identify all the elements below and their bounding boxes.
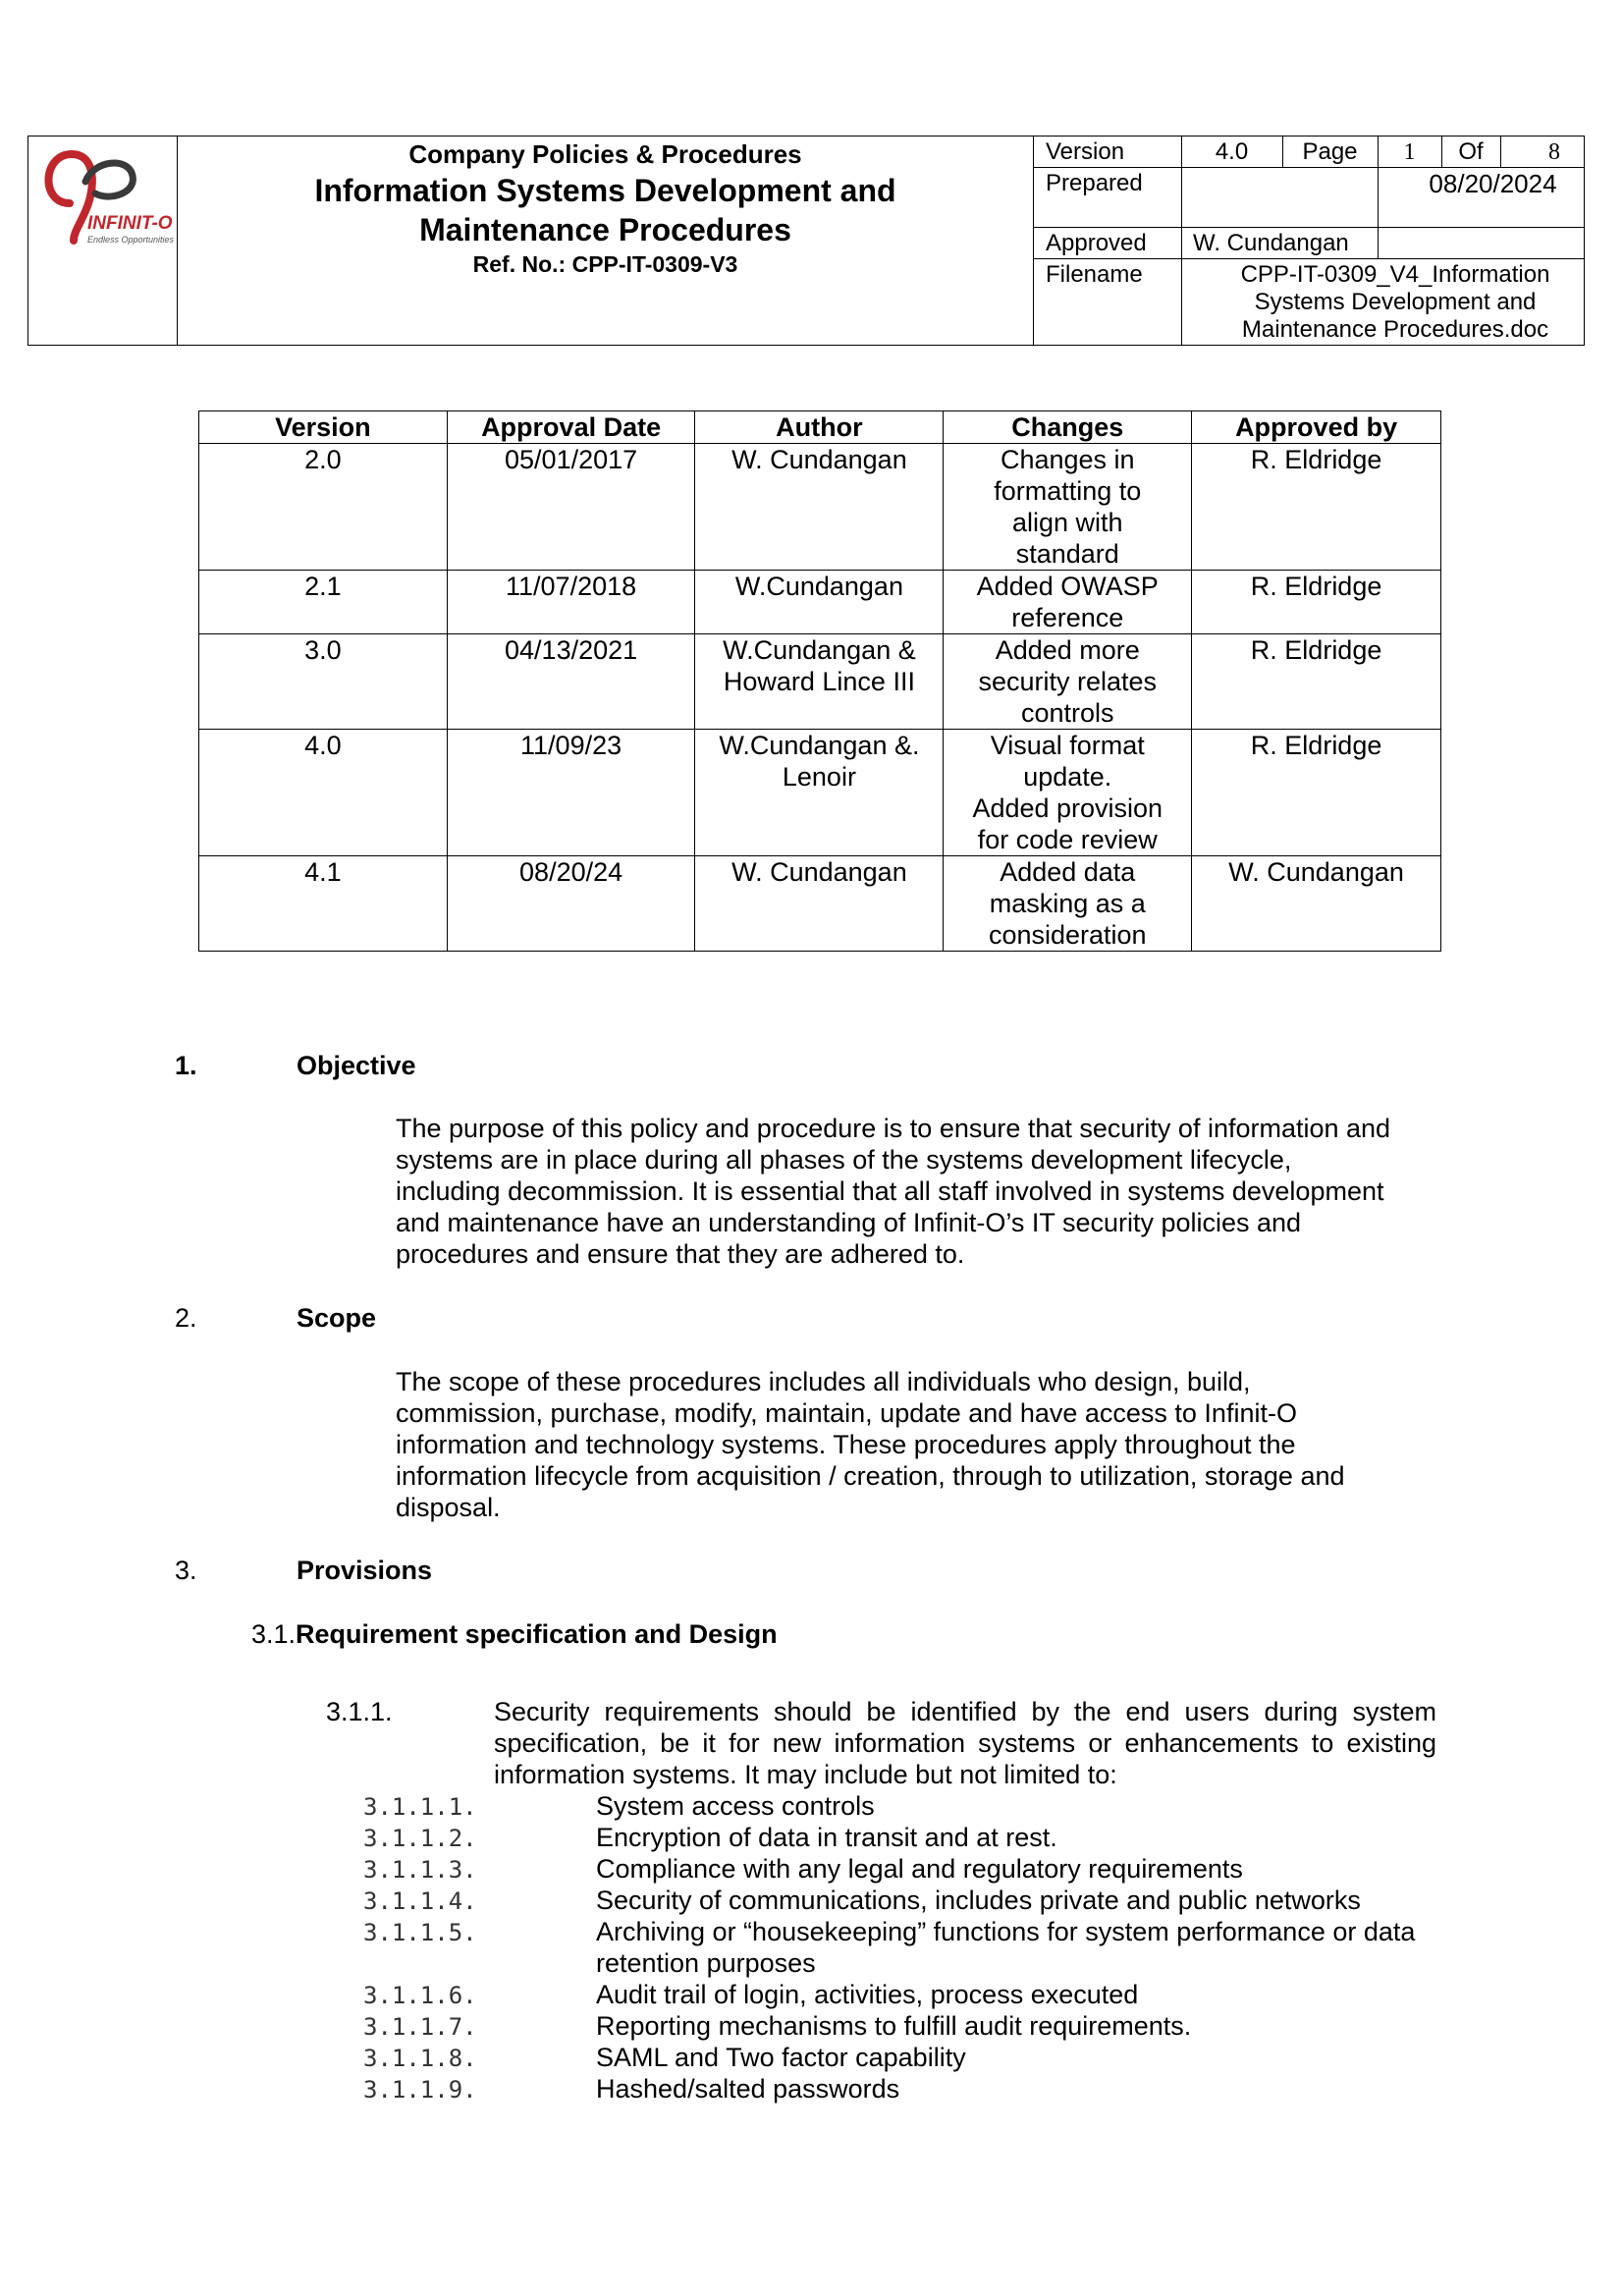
policy-category: Company Policies & Procedures	[408, 139, 802, 169]
cell-line: masking as a	[989, 889, 1146, 918]
list-item-text: Archiving or “housekeeping” functions for system performance or data retention purposes	[596, 1917, 1416, 1978]
prepared-date: 08/20/2024	[1429, 169, 1557, 198]
cell-line: consideration	[988, 920, 1147, 950]
list-item	[363, 1916, 1453, 1978]
list-item	[363, 2010, 1453, 2042]
cell-line: W. Cundangan	[731, 445, 907, 474]
cell-changes	[944, 444, 1192, 571]
table-row	[199, 856, 1441, 952]
cell-line: standard	[1015, 539, 1119, 569]
section-1-number: 1.	[175, 1051, 197, 1080]
list-item-number: 3.1.1.7.	[363, 2013, 477, 2041]
section-1-title: Objective	[297, 1051, 416, 1080]
page-value: 1	[1403, 139, 1416, 165]
cell-author	[695, 571, 944, 634]
list-item	[363, 1885, 1453, 1916]
cell-approved-by: W. Cundangan	[1192, 856, 1441, 952]
list-item	[363, 1853, 1453, 1885]
cell-approved-by: R. Eldridge	[1192, 571, 1441, 634]
list-item-text: Reporting mechanisms to fulfill audit requirements.	[596, 2011, 1192, 2041]
cell-author	[695, 856, 944, 952]
of-label: Of	[1458, 138, 1484, 165]
list-item-text: System access controls	[596, 1791, 875, 1821]
cell-line: for code review	[977, 825, 1158, 854]
filename-value: CPP-IT-0309_V4_Information Systems Development and Maintenance Procedures.doc	[1240, 261, 1550, 343]
list-item	[363, 1790, 1453, 1822]
document-title-line1: Information Systems Development and	[314, 173, 896, 208]
list-item-number: 3.1.1.2.	[363, 1825, 477, 1852]
cell-line: Lenoir	[782, 762, 856, 792]
list-item-text: Audit trail of login, activities, process executed	[596, 1980, 1139, 2009]
section-2-number: 2.	[175, 1303, 197, 1333]
logo-tagline: Endless Opportunities	[87, 235, 175, 245]
section-3-number: 3.	[175, 1556, 197, 1585]
cell-changes	[944, 730, 1192, 856]
cell-version: 4.1	[199, 856, 448, 952]
table-header-row	[199, 411, 1441, 444]
version-label: Version	[1046, 138, 1125, 165]
list-item-number: 3.1.1.3.	[363, 1856, 477, 1884]
approved-value: W. Cundangan	[1193, 230, 1349, 256]
list-item-number: 3.1.1.9.	[363, 2076, 477, 2104]
list-item-number: 3.1.1.6.	[363, 1982, 477, 2009]
cell-version: 2.1	[199, 571, 448, 634]
list-item-text: Encryption of data in transit and at rest.	[596, 1823, 1057, 1852]
col-version: Version	[199, 411, 448, 444]
table-row	[199, 634, 1441, 730]
revision-history-table	[198, 410, 1441, 952]
cell-line: W.Cundangan &.	[719, 731, 920, 760]
cell-line: Added data	[1000, 857, 1136, 887]
cell-changes	[944, 856, 1192, 952]
section-2-title: Scope	[297, 1303, 377, 1333]
cell-author	[695, 444, 944, 571]
cell-approved-by: R. Eldridge	[1192, 444, 1441, 571]
list-item-text: Compliance with any legal and regulatory requirements	[596, 1854, 1243, 1884]
list-item-number: 3.1.1.1.	[363, 1793, 477, 1821]
approved-label: Approved	[1046, 230, 1147, 256]
list-item	[363, 2042, 1453, 2073]
cell-line: Visual format	[990, 731, 1145, 760]
cell-line: controls	[1020, 698, 1114, 728]
document-header	[27, 136, 1585, 346]
list-item-text: Security of communications, includes private and public networks	[596, 1886, 1361, 1915]
cell-version: 2.0	[199, 444, 448, 571]
scope-paragraph: The scope of these procedures includes all individuals who design, build, commission, purchase, modify, maintain, update and have access to Infinit-O information and technology systems. These procedures apply throughout the information lifecycle from acquisition / creation, through to utilization, storage and disposal.	[396, 1367, 1345, 1522]
logo-cell	[28, 137, 178, 345]
cell-line: formatting to	[994, 476, 1142, 506]
version-value: 4.0	[1215, 138, 1249, 165]
table-row	[199, 730, 1441, 856]
cell-line: reference	[1011, 603, 1124, 632]
list-item-text: SAML and Two factor capability	[596, 2043, 966, 2072]
cell-line: Changes in	[1000, 445, 1135, 474]
filename-label: Filename	[1046, 261, 1143, 288]
list-item	[363, 2073, 1453, 2105]
document-meta-table	[1034, 137, 1584, 345]
cell-approved-by: R. Eldridge	[1192, 730, 1441, 856]
list-item-text: Hashed/salted passwords	[596, 2074, 900, 2104]
page-label: Page	[1302, 138, 1358, 165]
objective-paragraph: The purpose of this policy and procedure is to ensure that security of information and systems are in place during all phases of the systems development lifecycle, including decommission. It is essential that all staff involved in systems development and maintenance have an understanding of Infinit-O’s IT security policies and procedures and ensure that they are adhered to.	[396, 1114, 1391, 1269]
cell-version: 3.0	[199, 634, 448, 730]
section-3-1-heading: 3.1.Requirement specification and Design	[251, 1619, 778, 1649]
col-approval-date: Approval Date	[447, 411, 695, 444]
cell-changes	[944, 634, 1192, 730]
section-3-1-1-paragraph: Security requirements should be identified by the end users during system specification, be it for new information systems or enhancements to existing information systems. It may include but not limited to:	[494, 1697, 1436, 1789]
list-item	[363, 1979, 1453, 2010]
title-cell	[178, 137, 1034, 345]
cell-line: Howard Lince III	[723, 667, 915, 696]
cell-line: W. Cundangan	[731, 857, 907, 887]
cell-approved-by: R. Eldridge	[1192, 634, 1441, 730]
page-total: 8	[1548, 139, 1560, 165]
list-item	[363, 1822, 1453, 1853]
cell-approval-date: 11/09/23	[447, 730, 695, 856]
cell-line: update.	[1023, 762, 1112, 792]
col-changes: Changes	[944, 411, 1192, 444]
cell-approval-date: 04/13/2021	[447, 634, 695, 730]
table-row	[199, 571, 1441, 634]
table-row	[199, 444, 1441, 571]
logo-brand: INFINIT-O	[87, 213, 173, 234]
cell-line: W.Cundangan &	[723, 635, 916, 665]
list-item-number: 3.1.1.4.	[363, 1887, 477, 1915]
cell-author	[695, 730, 944, 856]
col-approved-by: Approved by	[1192, 411, 1441, 444]
cell-line: security relates	[978, 667, 1158, 696]
list-item-number: 3.1.1.5.	[363, 1919, 477, 1946]
document-title-line2: Maintenance Procedures	[419, 212, 791, 247]
cell-changes	[944, 571, 1192, 634]
section-3-1-1-number: 3.1.1.	[326, 1697, 393, 1726]
section-3-title: Provisions	[297, 1556, 433, 1585]
cell-line: Added OWASP	[976, 572, 1159, 601]
prepared-label: Prepared	[1046, 170, 1143, 196]
cell-line: Added provision	[972, 793, 1163, 823]
cell-line: Added more	[995, 635, 1140, 665]
reference-number: Ref. No.: CPP-IT-0309-V3	[472, 251, 738, 277]
cell-line: align with	[1011, 508, 1123, 537]
infinit-o-logo	[30, 142, 178, 260]
cell-line: W.Cundangan	[734, 572, 903, 601]
cell-version: 4.0	[199, 730, 448, 856]
cell-author	[695, 634, 944, 730]
cell-approval-date: 05/01/2017	[447, 444, 695, 571]
list-item-number: 3.1.1.8.	[363, 2045, 477, 2072]
col-author: Author	[695, 411, 944, 444]
cell-approval-date: 11/07/2018	[447, 571, 695, 634]
cell-approval-date: 08/20/24	[447, 856, 695, 952]
